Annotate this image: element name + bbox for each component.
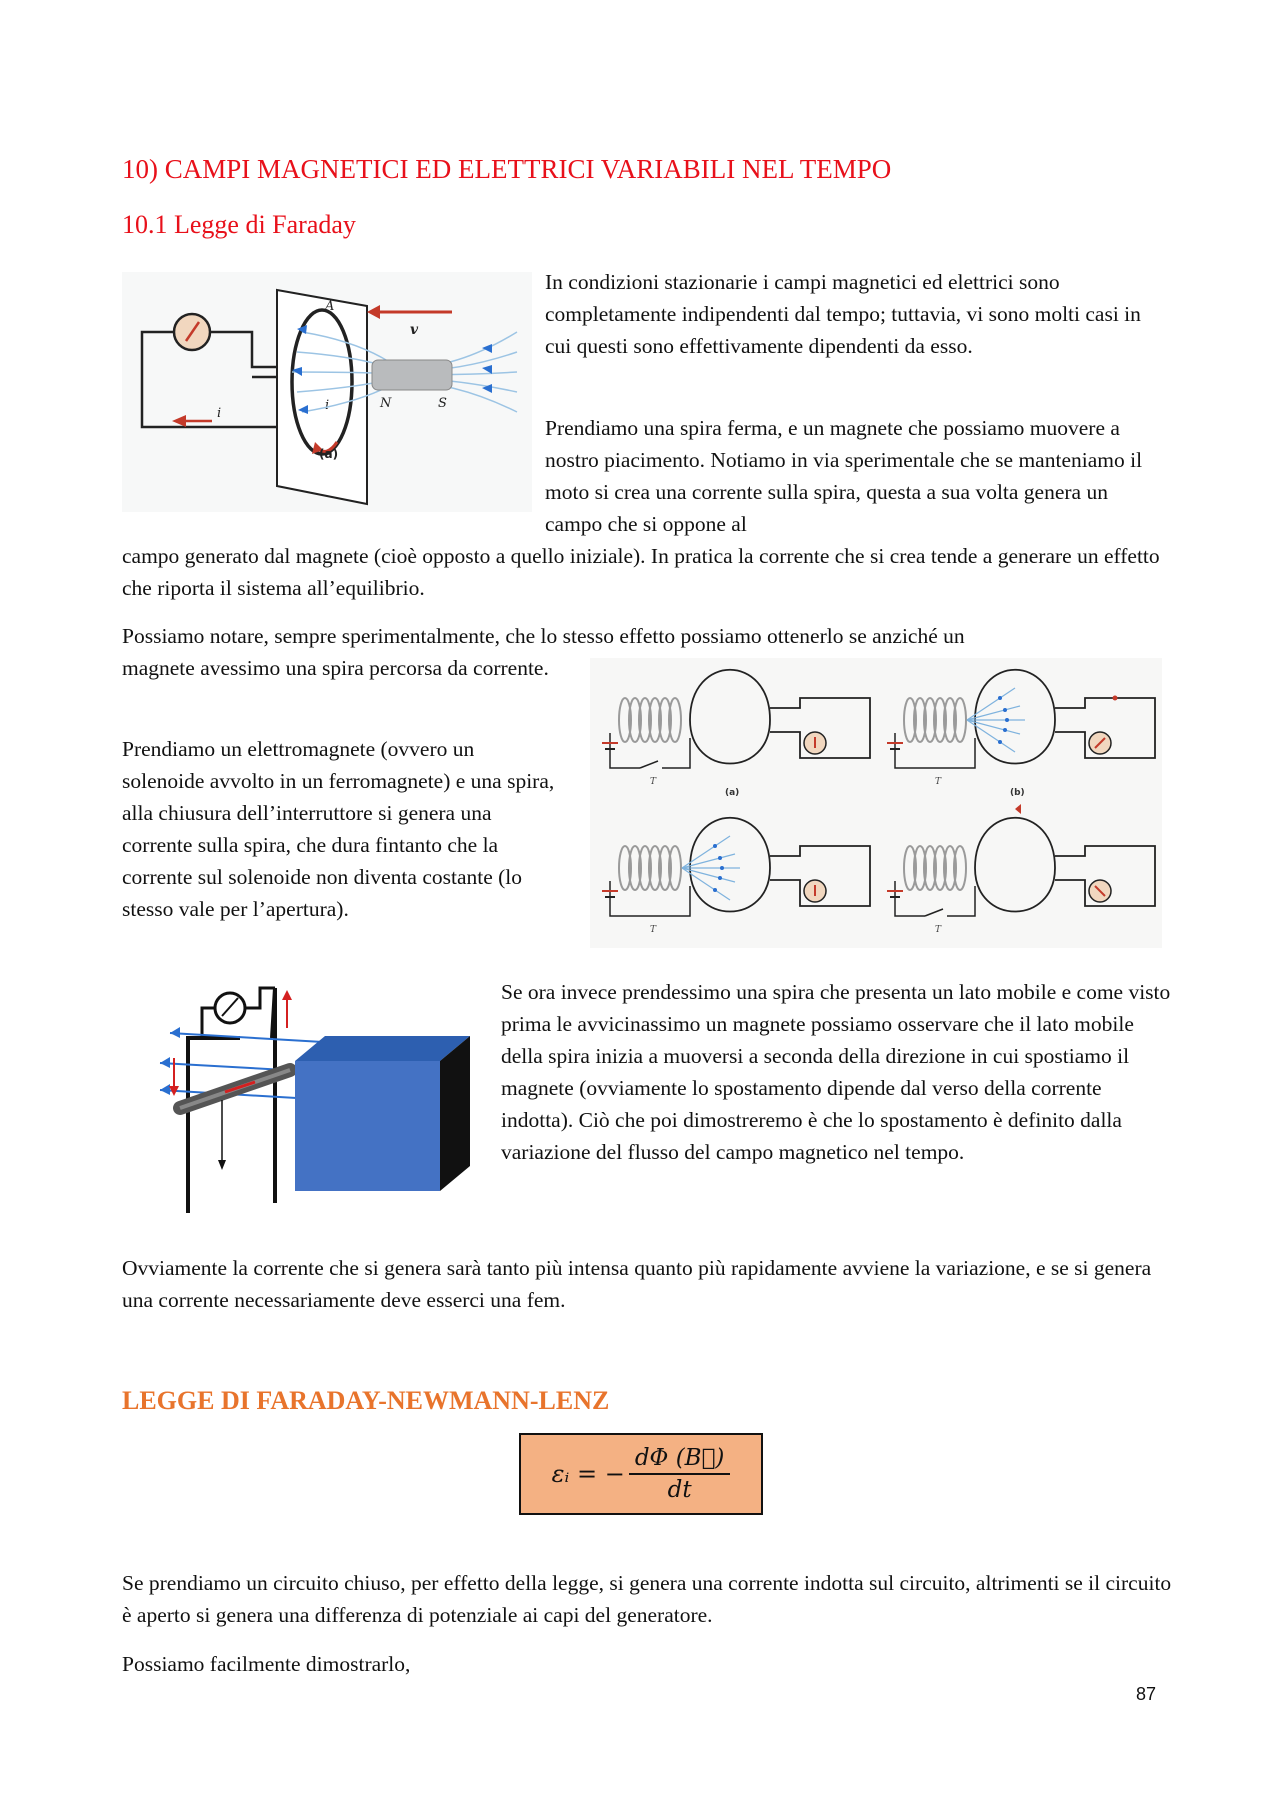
formula-fraction (629, 1445, 731, 1503)
svg-text:T: T (935, 925, 942, 935)
paragraph-3a: Possiamo notare, sempre sperimentalmente, che lo stesso effetto possiamo ottenerlo se anziché un (122, 624, 965, 648)
figure-solenoid-panels (590, 658, 1162, 948)
magnet-side (440, 1036, 470, 1191)
paragraph-1: In condizioni stazionarie i campi magnetici ed elettrici sono completamente indipendenti dal tempo; tuttavia, vi sono molti casi in cui questi sono effettivamente dipendenti da esso. (545, 270, 1141, 358)
label-S: S (438, 396, 447, 411)
paragraph-7: Se prendiamo un circuito chiuso, per effetto della legge, si genera una corrente indotta sul circuito, altrimenti se il circuito è aperto si genera una differenza di potenziale ai capi del generatore. (122, 1571, 1172, 1627)
formula-lhs: εᵢ = − (551, 1460, 625, 1488)
formula-denominator: dt (667, 1477, 692, 1503)
magnet-front (295, 1061, 440, 1191)
paragraph-3b: magnete avessimo una spira percorsa da corrente. (122, 656, 549, 680)
paragraph-8: Possiamo facilmente dimostrarlo, (122, 1652, 411, 1676)
section-title: 10.1 Legge di Faraday (122, 210, 356, 239)
paragraph-2a: Prendiamo una spira ferma, e un magnete che possiamo muovere a nostro piacimento. Notiamo in via sperimentale che se manteniamo il moto si crea una corrente sulla spira, questa a sua volta genera un campo che si oppone al (545, 416, 1143, 536)
magnet-top (295, 1036, 470, 1061)
chapter-title: 10) CAMPI MAGNETICI ED ELETTRICI VARIABILI NEL TEMPO (122, 154, 892, 184)
svg-text:T: T (650, 777, 657, 787)
svg-text:T: T (650, 925, 657, 935)
svg-text:T: T (935, 777, 942, 787)
label-i2: i (325, 398, 330, 413)
label-caption-a: (a) (319, 447, 339, 461)
caption-a: (a) (725, 788, 740, 798)
formula-numerator: dΦ (B⃗) (629, 1445, 731, 1475)
paragraph-2b: campo generato dal magnete (cioè opposto a quello iniziale). In pratica la corrente che si crea tende a generare un effetto che riporta il sistema all’equilibrio. (122, 544, 1160, 600)
paragraph-6: Ovviamente la corrente che si genera sarà tanto più intensa quanto più rapidamente avviene la variazione, e se si genera una corrente necessariamente deve esserci una fem. (122, 1256, 1152, 1312)
paragraph-4: Prendiamo un elettromagnete (ovvero un solenoide avvolto in un ferromagnete) e una spira, alla chiusura dell’interruttore si genera una corrente sulla spira, che dura fintanto che la corrente sul solenoide non diventa costante (lo stesso vale per l’apertura). (122, 737, 555, 921)
label-i1: i (217, 406, 222, 421)
formula-box (519, 1433, 763, 1515)
caption-b: (b) (1010, 788, 1025, 798)
law-heading: LEGGE DI FARADAY-NEWMANN-LENZ (122, 1386, 610, 1415)
page-number: 87 (1136, 1684, 1157, 1704)
figure-magnet-loop (122, 272, 532, 512)
figure-moving-rod (140, 978, 480, 1223)
label-A: A (325, 299, 335, 314)
bar-magnet (372, 360, 452, 390)
label-N: N (380, 396, 392, 411)
label-v: v (410, 322, 419, 338)
paragraph-5: Se ora invece prendessimo una spira che presenta un lato mobile e come visto prima le avvicinassimo un magnete possiamo osservare che il lato mobile della spira inizia a muoversi a seconda della direzione in cui spostiamo il magnete (ovviamente lo spostamento dipende dal verso della corrente indotta). Ciò che poi dimostreremo è che lo spostamento è definito dalla variazione del flusso del campo magnetico nel tempo. (501, 980, 1171, 1164)
